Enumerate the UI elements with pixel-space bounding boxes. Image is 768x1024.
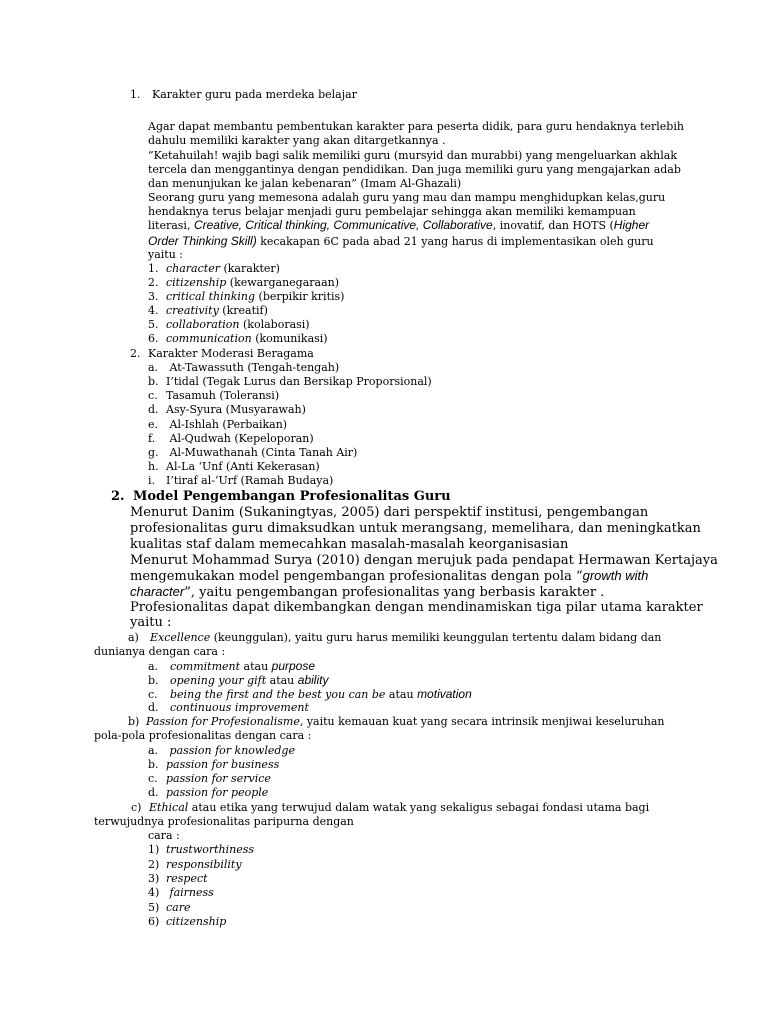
list-term: respect (166, 872, 208, 885)
list-term: being the first and the best you can be (170, 688, 386, 701)
pillar-b-cont: pola-pola profesionalitas dengan cara : (94, 729, 312, 742)
para-line: Profesionalitas dapat dikembangkan dengan mendinamiskan tiga pilar utama karakter (130, 600, 703, 615)
section-1-heading (130, 88, 357, 102)
list-letter: d. (148, 701, 159, 714)
pillar-c-cont: terwujudnya profesionalitas paripurna dengan (94, 815, 354, 828)
list-item (148, 901, 191, 915)
quote-line: dan menunjukan ke jalan kebenaran” (Imam Al-Ghazali) (148, 177, 462, 190)
list-item (148, 858, 242, 872)
list-item (148, 659, 315, 674)
list-item (148, 701, 309, 715)
list-text: Tasamuh (Toleransi) (166, 389, 280, 402)
list-item (148, 304, 268, 318)
pillar-label: b) (128, 715, 140, 728)
list-item (148, 786, 268, 800)
text-run-italic: purpose (271, 659, 316, 673)
text-run: kecakapan 6C pada abad 21 yang harus di implementasikan oleh guru (256, 235, 654, 248)
list-term: critical thinking (166, 290, 256, 303)
para-line (130, 568, 648, 585)
list-item (148, 418, 287, 432)
list-item (148, 432, 314, 446)
list-letter: d. (148, 403, 159, 416)
list-desc: (karakter) (219, 262, 280, 275)
list-item (148, 389, 279, 403)
pillar-term: Ethical (149, 801, 189, 814)
section-2-heading (111, 489, 451, 505)
text-run: , inovatif, dan HOTS ( (492, 219, 614, 232)
pillar-b (128, 715, 664, 729)
pillar-term: Passion for Profesionalisme (146, 715, 300, 728)
text-run: literasi, (148, 219, 194, 232)
para-line: Agar dapat membantu pembentukan karakter para peserta didik, para guru hendaknya terlebih (148, 120, 684, 133)
list-desc: (kreatif) (218, 304, 268, 317)
list-item (148, 361, 339, 375)
list-item (148, 290, 344, 304)
text-run-italic: Order Thinking Skill) (148, 234, 257, 248)
section-2-title: Model Pengembangan Profesionalitas Guru (133, 489, 451, 504)
list-letter: a. (148, 744, 159, 757)
text-run: atau (240, 660, 272, 673)
pillar-c-cara: cara : (148, 829, 180, 842)
list-letter: c. (148, 772, 158, 785)
list-letter: a. (148, 361, 159, 374)
list-term: opening your gift (170, 674, 267, 687)
list-term: passion for service (166, 772, 271, 785)
para-line: Seorang guru yang memesona adalah guru yang mau dan mampu menghidupkan kelas,guru (148, 191, 666, 204)
pillar-label: a) (128, 631, 139, 644)
pillar-label: c) (131, 801, 142, 814)
para-line: yaitu : (130, 615, 172, 630)
list-item (148, 276, 339, 290)
list-number: 6. (148, 332, 159, 345)
para-line: Menurut Mohammad Surya (2010) dengan merujuk pada pendapat Hermawan Kertajaya (130, 553, 718, 568)
list-desc: (berpikir kritis) (255, 290, 345, 303)
para-line: yaitu : (148, 248, 183, 261)
para-line: kualitas staf dalam memecahkan masalah-masalah keorganisasian (130, 537, 569, 552)
para-line (148, 234, 654, 249)
list-term: passion for people (166, 786, 269, 799)
list-letter: i. (148, 474, 156, 487)
text-run: ”, yaitu pengembangan profesionalitas yang berbasis karakter . (184, 585, 605, 600)
list-number: 6) (148, 915, 160, 928)
list-text: Al-Ishlah (Perbaikan) (166, 418, 288, 431)
list-letter: a. (148, 660, 159, 673)
list-letter: g. (148, 446, 159, 459)
list-item (148, 886, 214, 900)
list-number: 2) (148, 858, 160, 871)
list-text: Asy-Syura (Musyarawah) (166, 403, 306, 416)
list-number: 3) (148, 872, 160, 885)
list-text: I’tiraf al-‘Urf (Ramah Budaya) (166, 474, 334, 487)
text-run: atau (266, 674, 298, 687)
para-line: hendaknya terus belajar menjadi guru pembelajar sehingga akan memiliki kemampuan (148, 205, 636, 218)
text-run-italic: ability (297, 673, 329, 687)
list-item (148, 673, 328, 688)
pillar-text: (keunggulan), yaitu guru harus memiliki keunggulan tertentu dalam bidang dan (210, 631, 662, 644)
list-number: 3. (148, 290, 159, 303)
list-term: responsibility (166, 858, 242, 871)
section-1-number: 1. (130, 88, 141, 101)
list-term: citizenship (166, 915, 227, 928)
list-item (148, 772, 271, 786)
list-letter: c. (148, 389, 158, 402)
list-item (148, 403, 306, 417)
list-text: Al-Muwathanah (Cinta Tanah Air) (166, 446, 358, 459)
list-item (148, 915, 226, 929)
list-number: 5) (148, 901, 160, 914)
list-item (148, 460, 320, 474)
list-item (148, 758, 279, 772)
list-letter: e. (148, 418, 159, 431)
list-term: fairness (166, 886, 214, 899)
para-line: profesionalitas guru dimaksudkan untuk merangsang, memelihara, dan meningkatkan (130, 521, 701, 536)
para-line (130, 584, 604, 601)
subsection-number: 2. (130, 347, 141, 360)
pillar-a (128, 631, 661, 645)
list-letter: b. (148, 674, 159, 687)
list-item (148, 332, 328, 346)
list-letter: h. (148, 460, 159, 473)
subsection-title: Karakter Moderasi Beragama (148, 347, 314, 360)
list-text: Al-Qudwah (Kepeloporan) (166, 432, 314, 445)
list-term: care (166, 901, 191, 914)
list-number: 5. (148, 318, 159, 331)
list-item (148, 744, 295, 758)
text-run-italic: Higher (613, 218, 650, 232)
pillar-text: atau etika yang terwujud dalam watak yang sekaligus sebagai fondasi utama bagi (188, 801, 650, 814)
subsection-heading (130, 347, 314, 361)
list-letter: b. (148, 375, 159, 388)
list-letter: d. (148, 786, 159, 799)
pillar-a-cont: dunianya dengan cara : (94, 645, 226, 658)
list-number: 4) (148, 886, 160, 899)
list-letter: c. (148, 688, 158, 701)
list-item (148, 318, 310, 332)
list-item (148, 474, 333, 488)
text-run-italic: motivation (417, 687, 472, 701)
list-text: I’tidal (Tegak Lurus dan Bersikap Proporsional) (166, 375, 432, 388)
list-term: creativity (166, 304, 219, 317)
list-term: collaboration (166, 318, 240, 331)
list-letter: b. (148, 758, 159, 771)
list-number: 4. (148, 304, 159, 317)
list-letter: f. (148, 432, 156, 445)
list-item (148, 446, 357, 460)
list-number: 2. (148, 276, 159, 289)
list-term: communication (166, 332, 252, 345)
quote-line: “Ketahuilah! wajib bagi salik memiliki guru (mursyid dan murabbi) yang mengeluarkan akhlak (148, 149, 677, 162)
list-term: citizenship (166, 276, 227, 289)
text-run-italic: Creative, Critical thinking, Communicative, Collaborative (193, 218, 493, 232)
section-1-title: Karakter guru pada merdeka belajar (152, 88, 357, 101)
list-item (148, 375, 432, 389)
list-term: continuous improvement (170, 701, 309, 714)
text-run: atau (385, 688, 418, 701)
quote-line: tercela dan menggantinya dengan pendidikan. Dan juga memiliki guru yang mengajarkan adab (148, 163, 681, 176)
list-term: commitment (170, 660, 241, 673)
para-line: Menurut Danim (Sukaningtyas, 2005) dari perspektif institusi, pengembangan (130, 505, 649, 520)
list-item (148, 687, 472, 702)
list-desc: (kolaborasi) (239, 318, 310, 331)
section-2-number: 2. (111, 489, 125, 504)
text-run: mengemukakan model pengembangan profesionalitas dengan pola “ (130, 569, 583, 584)
list-desc: (komunikasi) (251, 332, 328, 345)
list-term: trustworthiness (166, 843, 255, 856)
para-line: dahulu memiliki karakter yang akan ditargetkannya . (148, 134, 446, 147)
list-item (148, 872, 208, 886)
para-line (148, 218, 649, 233)
pillar-text: , yaitu kemauan kuat yang secara intrinsik menjiwai keseluruhan (299, 715, 665, 728)
list-text: Al-La ‘Unf (Anti Kekerasan) (166, 460, 320, 473)
list-item (148, 262, 280, 276)
list-desc: (kewarganegaraan) (226, 276, 340, 289)
list-term: passion for knowledge (166, 744, 295, 757)
list-number: 1. (148, 262, 159, 275)
text-run-italic: character (130, 584, 185, 599)
list-text: At-Tawassuth (Tengah-tengah) (166, 361, 340, 374)
list-term: character (166, 262, 220, 275)
text-run-italic: growth with (582, 568, 649, 583)
pillar-term: Excellence (150, 631, 211, 644)
pillar-c (131, 801, 649, 815)
list-number: 1) (148, 843, 160, 856)
list-term: passion for business (166, 758, 280, 771)
list-item (148, 843, 254, 857)
